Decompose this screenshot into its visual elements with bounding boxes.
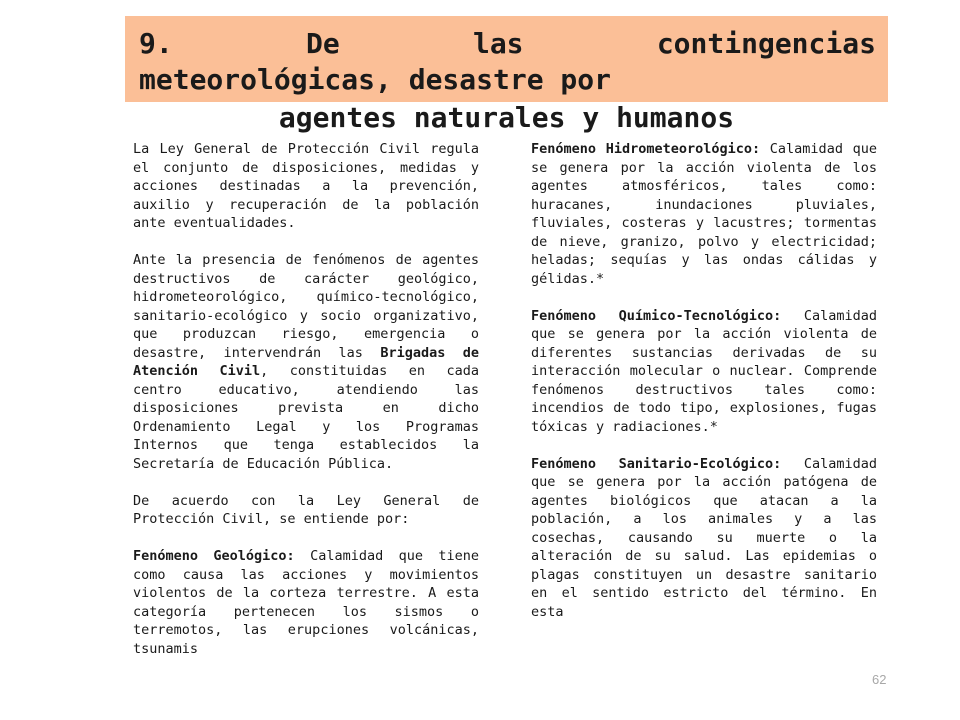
definition-term: Fenómeno Hidrometeorológico: [531,141,761,157]
definition-text: Calamidad que se genera por la acción violenta de los agentes atmosféricos, tales como: huracanes, inundaciones pluviales, fluviales, costeras y lacustres; tormentas de nieve, granizo, polvo y electricidad; heladas; sequías y las ondas cálidas y gélidas.* [531,141,877,287]
definition-geologico [133,547,479,658]
definition-sanitario-ecologico [531,455,877,622]
section-title-line-1 [139,26,876,62]
definition-term: Fenómeno Geológico: [133,548,295,564]
title-word: De [305,27,340,60]
definition-term: Fenómeno Químico-Tecnológico: [531,307,782,324]
paragraph-text: Ante la presencia de fenómenos de agentes destructivos de carácter geológico, hidrometeorológico, químico-tecnológico, sanitario-ecológico y socio organizativo, que produzcan riesgo, emergencia o desastre, intervendrán las [133,252,479,361]
definition-text: Calamidad que se genera por la acción violenta de diferentes sustancias derivadas de su interacción molecular o nuclear. Comprende fenómenos destructivos tales como: incendios de todo tipo, explosiones, fugas tóxicas y radiaciones.* [531,307,877,435]
definition-text: Calamidad que se genera por la acción patógena de agentes biológicos que atacan a la población, a los animales y a las cosechas, causando su muerte o la alteración de su salud. Las epidemias o plagas constituyen un desastre sanitario en el sentido estricto del término. En esta [531,455,877,620]
right-column [531,140,877,720]
page-number: 62 [872,672,887,687]
section-title-box [125,16,888,102]
title-word: las [472,27,524,60]
section-title-line-2: meteorológicas, desastre por [139,63,612,96]
section-title-line-3: agentes naturales y humanos [278,101,735,134]
title-word: contingencias [656,27,876,60]
section-number: 9. [139,27,173,60]
brigadas-paragraph [133,251,479,473]
definition-hidrometeorologico [531,140,877,288]
definition-quimico-tecnologico [531,307,877,437]
intro-paragraph: La Ley General de Protección Civil regula el conjunto de disposiciones, medidas y acciones destinadas a la prevención, auxilio y recuperación de la población ante eventualidades. [133,141,479,231]
definition-text: Calamidad que tiene como causa las acciones y movimientos violentos de la corteza terrestre. A esta categoría pertenecen los sismos o terremotos, las erupciones volcánicas, tsunamis [133,548,479,657]
definitions-intro: De acuerdo con la Ley General de Protección Civil, se entiende por: [133,492,479,527]
definition-term: Fenómeno Sanitario-Ecológico: [531,455,782,472]
left-column [133,140,479,720]
brigadas-term: Brigadas de Atención Civil [133,344,479,379]
paragraph-text: , constituidas en cada centro educativo, atendiendo las disposiciones prevista en dicho Ordenamiento Legal y los Programas Internos que tenga establecidos la Secretaría de Educación Pública. [133,363,479,472]
